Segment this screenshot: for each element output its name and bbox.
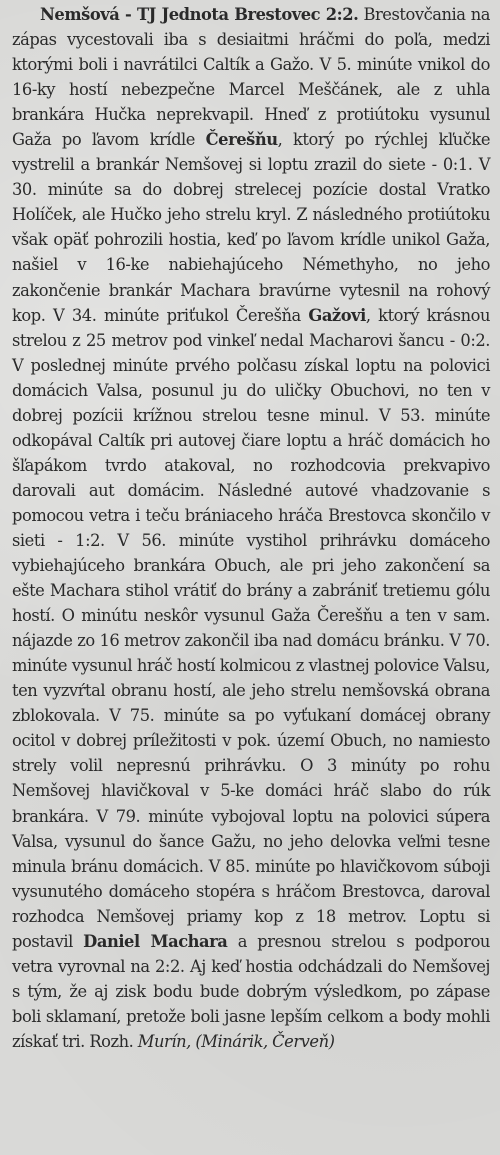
report-text-1: Brestovčania na zápas vycestovali iba s desiaitmi hráčmi do poľa, medzi ktorými boli i navrátilci Caltík a Gažo. V 5. minúte vnikol do 16-ky hostí nebezpečne Marcel Meščánek, ale z uhla brankára Hučka neprekvapil. Hneď z protiútoku vysunul Gaža po ľavom krídle (12, 5, 491, 150)
referees: Murín, (Minárik, Červeň) (137, 1031, 335, 1051)
player-name-ceresna: Čerešňu (205, 130, 278, 150)
report-text-4: a presnou strelou s podporou vetra vyrovnal na 2:2. Aj keď hostia odchádzali do Nemšovej s tým, že aj zisk bodu bude dobrým výsledkom, po zápase boli sklamaní, pretože boli jasne lepším celkom a body mohli získať tri. Rozh. (12, 931, 490, 1051)
match-report (12, 2, 490, 1054)
match-headline: Nemšová - TJ Jednota Brestovec 2:2. (40, 5, 359, 24)
player-name-machara: Daniel Machara (83, 931, 228, 951)
report-text-2: , ktorý po rýchlej kľučke vystrelil a brankár Nemšovej si loptu zrazil do siete - 0:1. V 30. minúte sa do dobrej strelecej pozície dostal Vratko Holíček, ale Hučko jeho strelu kryl. Z následného protiútoku však opäť pohrozili hostia, keď po ľavom krídle unikol Gaža, našiel v 16-ke nabiehajúceho Némethyho, no jeho zakončenie brankár Machara bravúrne vytesnil na rohový kop. V 34. minúte priťukol Čerešňa (12, 130, 491, 325)
player-name-gazo: Gažovi (308, 305, 366, 325)
report-text-3: , ktorý krásnou strelou z 25 metrov pod vinkeľ nedal Macharovi šancu - 0:2. V poslednej minúte prvého polčasu získal loptu na polovici domácich Valsa, posunul ju do uličky Obuchovi, no ten v dobrej pozícii krížnou strelou tesne minul. V 53. minúte odkopával Caltík pri autovej čiare loptu a hráč domácich ho šľapákom tvrdo atakoval, no rozhodcovia prekvapivo darovali aut domácim. Následné autové vhadzovanie s pomocou vetra i teču brániaceho hráča Brestovca skončilo v sieti - 1:2. V 56. minúte vystihol prihrávku domáceho vybiehajúceho brankára Obuch, ale pri jeho zakončení sa ešte Machara stihol vrátiť do brány a zabrániť tretiemu gólu hostí. O minútu neskôr vysunul Gaža Čerešňu a ten v sam. nájazde zo 16 metrov zakončil iba nad domácu bránku. V 70. minúte vysunul hráč hostí kolmicou z vlastnej polovice Valsu, ten vyzvŕtal obranu hostí, ale jeho strelu nemšovská obrana zblokovala. V 75. minúte sa po vyťukaní domácej obrany ocitol v dobrej príležitosti v pok. území Obuch, no namiesto strely volil nepresnú prihrávku. O 3 minúty po rohu Nemšovej hlavičkoval v 5-ke domáci hráč slabo do rúk brankára. V 79. minúte vybojoval loptu na polovici súpera Valsa, vysunul do šance Gažu, no jeho delovka veľmi tesne minula bránu domácich. V 85. minúte po hlavičkovom súboji vysunutého domáceho stopéra s hráčom Brestovca, daroval rozhodca Nemšovej priamy kop z 18 metrov. Loptu si postavil (12, 305, 491, 951)
